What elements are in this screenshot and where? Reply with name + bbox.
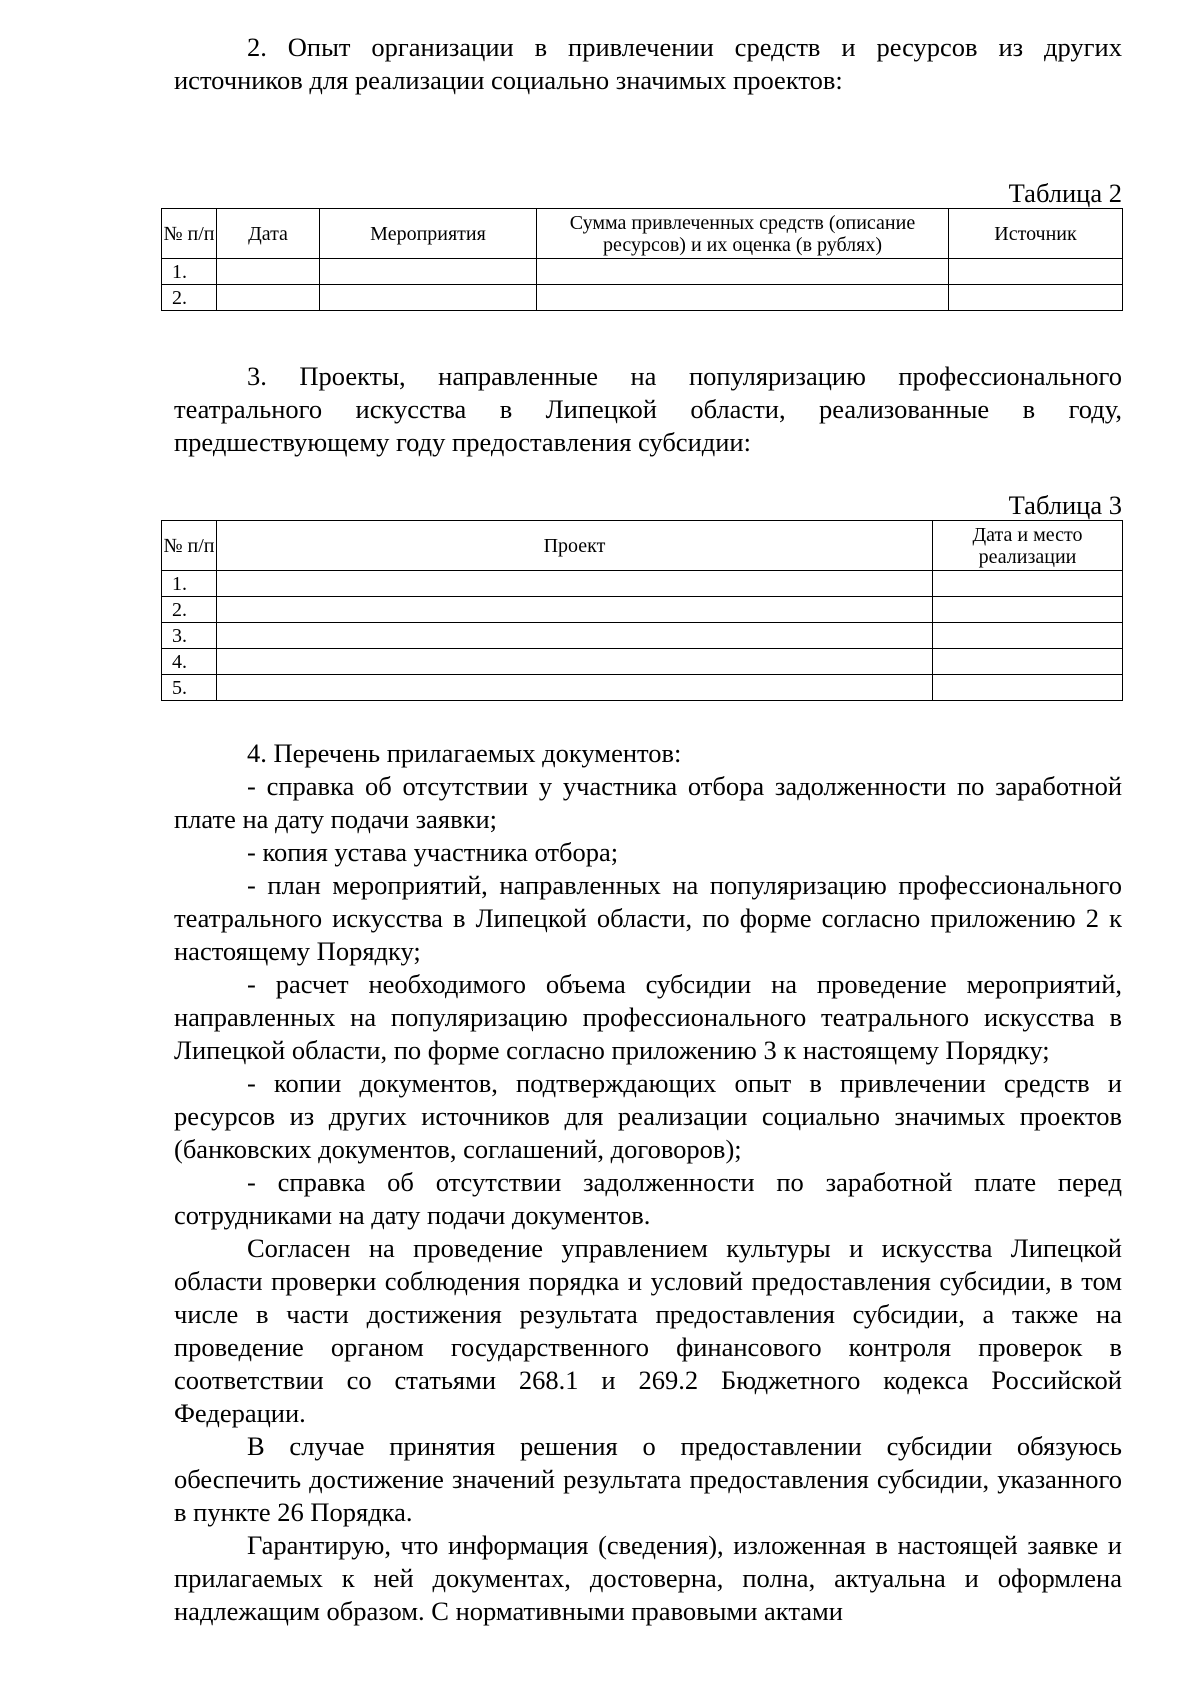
table-cell: [217, 285, 320, 311]
table-cell: [933, 649, 1123, 675]
documents-list-item: - план мероприятий, направленных на популяризацию профессионального театрального искусства в Липецкой области, по форме согласно приложению 2 к настоящему Порядку;: [174, 870, 1122, 966]
table-2-header-source: Источник: [949, 209, 1123, 259]
documents-list-item: - справка об отсутствии задолженности по заработной плате перед сотрудниками на дату подачи документов.: [174, 1167, 1122, 1230]
documents-list-title: 4. Перечень прилагаемых документов:: [247, 738, 682, 768]
table-2-header-num: № п/п: [162, 209, 217, 259]
table-cell: [933, 623, 1123, 649]
table-cell: [933, 571, 1123, 597]
table-cell: [217, 623, 933, 649]
table-3-header-num: № п/п: [162, 521, 217, 571]
table-cell: [320, 259, 537, 285]
table-cell: [217, 649, 933, 675]
table-cell: 2.: [162, 285, 217, 311]
table-row: [162, 675, 1123, 701]
table-cell: [217, 597, 933, 623]
table-cell: [949, 285, 1123, 311]
table-2-header-date: Дата: [217, 209, 320, 259]
section-3-text: 3. Проекты, направленные на популяризацию профессионального театрального искусства в Липецкой области, реализованные в году, предшествующему году предоставления субсидии:: [174, 361, 1122, 457]
table-2-caption: Таблица 2: [1008, 178, 1122, 208]
consent-paragraph: Согласен на проведение управлением культуры и искусства Липецкой области проверки соблюдения порядка и условий предоставления субсидии, в том числе в части достижения результата предоставления субсидии, а также на проведение органом государственного финансового контроля проверок в соответствии со статьями 268.1 и 269.2 Бюджетного кодекса Российской Федерации.: [174, 1233, 1122, 1428]
table-cell: [949, 259, 1123, 285]
table-row: [162, 597, 1123, 623]
table-2-header-row: [162, 209, 1123, 259]
table-3-header-project: Проект: [217, 521, 933, 571]
table-cell: [320, 285, 537, 311]
table-3-caption: Таблица 3: [1008, 490, 1122, 520]
table-cell: 3.: [162, 623, 217, 649]
table-cell: 1.: [162, 571, 217, 597]
table-cell: [933, 675, 1123, 701]
section-2-text: 2. Опыт организации в привлечении средств и ресурсов из других источников для реализации социально значимых проектов:: [174, 32, 1122, 95]
documents-list-item: - копия устава участника отбора;: [247, 837, 619, 867]
table-row: [162, 285, 1123, 311]
documents-list-item: - справка об отсутствии у участника отбора задолженности по заработной плате на дату подачи заявки;: [174, 771, 1122, 834]
table-cell: 4.: [162, 649, 217, 675]
table-cell: 1.: [162, 259, 217, 285]
table-row: [162, 259, 1123, 285]
table-2: [161, 208, 1123, 311]
documents-list: [174, 737, 1122, 1628]
table-3-header-date-place: Дата и место реализации: [933, 521, 1123, 571]
table-cell: [217, 675, 933, 701]
table-cell: [217, 571, 933, 597]
table-row: [162, 623, 1123, 649]
table-row: [162, 571, 1123, 597]
obligation-paragraph: В случае принятия решения о предоставлении субсидии обязуюсь обеспечить достижение значений результата предоставления субсидии, указанного в пункте 26 Порядка.: [174, 1431, 1122, 1527]
table-3-header-row: [162, 521, 1123, 571]
table-cell: 2.: [162, 597, 217, 623]
table-cell: [537, 259, 949, 285]
documents-list-item: - копии документов, подтверждающих опыт в привлечении средств и ресурсов из других источников для реализации социально значимых проектов (банковских документов, соглашений, договоров);: [174, 1068, 1122, 1164]
table-2-header-sum: Сумма привлеченных средств (описание ресурсов) и их оценка (в рублях): [537, 209, 949, 259]
table-3: [161, 520, 1123, 701]
table-cell: [933, 597, 1123, 623]
table-cell: 5.: [162, 675, 217, 701]
table-cell: [537, 285, 949, 311]
table-row: [162, 649, 1123, 675]
table-2-header-events: Мероприятия: [320, 209, 537, 259]
documents-list-item: - расчет необходимого объема субсидии на проведение мероприятий, направленных на популяризацию профессионального театрального искусства в Липецкой области, по форме согласно приложению 3 к настоящему Порядку;: [174, 969, 1122, 1065]
guarantee-paragraph: Гарантирую, что информация (сведения), изложенная в настоящей заявке и прилагаемых к ней документах, достоверна, полна, актуальна и оформлена надлежащим образом. С нормативными правовыми актами: [174, 1530, 1122, 1626]
table-cell: [217, 259, 320, 285]
